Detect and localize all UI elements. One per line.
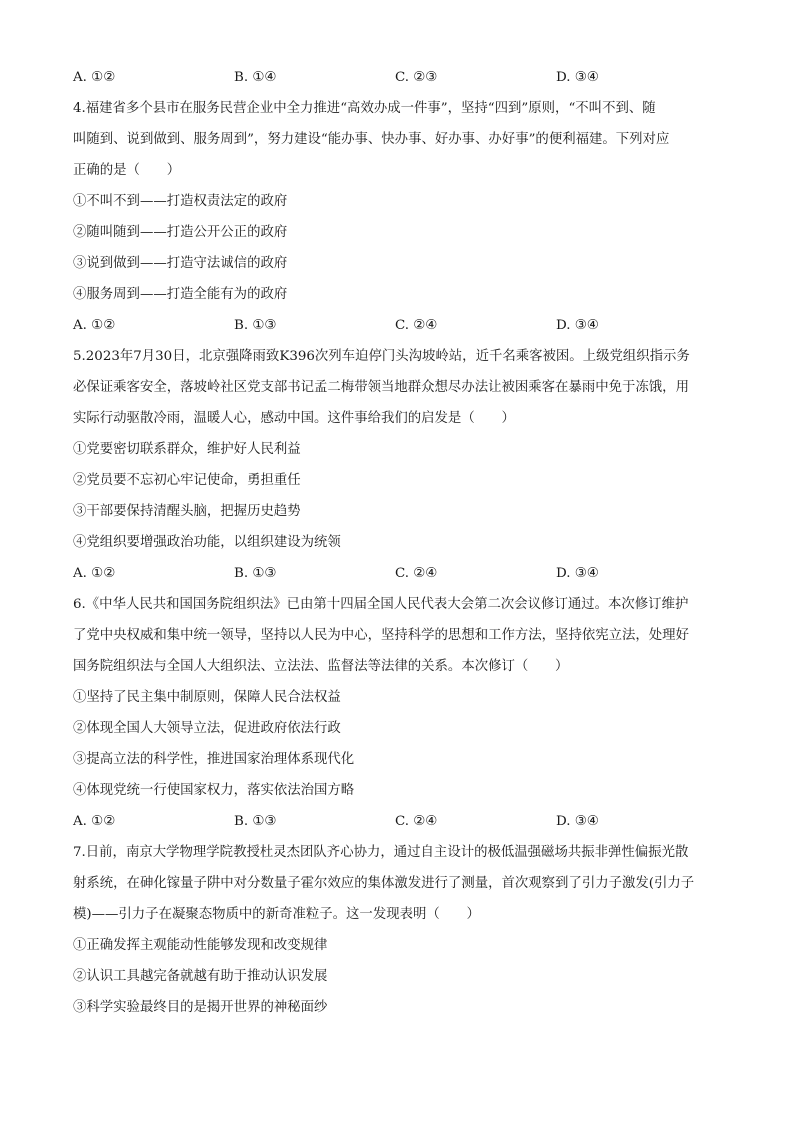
question-stem-text: 福建省多个县市在服务民营企业中全力推进“高效办成一件事”，坚持“四到”原则，“不叫不到、随 bbox=[85, 101, 656, 116]
statement-item: ③说到做到——打造守法诚信的政府 bbox=[73, 256, 288, 271]
option-a: A. ①② bbox=[73, 70, 116, 85]
question-stem-line bbox=[73, 620, 723, 651]
options-row bbox=[73, 310, 723, 341]
option-b: B. ①③ bbox=[234, 566, 277, 581]
statement-item: ①党要密切联系群众，维护好人民利益 bbox=[73, 442, 301, 457]
option-a: A. ①② bbox=[73, 318, 116, 333]
option-b: B. ①④ bbox=[234, 70, 277, 85]
question-stem-line bbox=[73, 403, 723, 434]
question-stem-line bbox=[73, 372, 723, 403]
question-stem-text: 国务院组织法与全国人大组织法、立法法、监督法等法律的关系。本次修订（ ） bbox=[73, 659, 569, 674]
option-d: D. ③④ bbox=[556, 70, 599, 85]
statement-item: ②体现全国人大领导立法，促进政府依法行政 bbox=[73, 721, 341, 736]
question-stem-text: 《中华人民共和国国务院组织法》已由第十四届全国人民代表大会第二次会议修订通过。本次修订维护 bbox=[85, 597, 689, 612]
statement-item: ②认识工具越完备就越有助于推动认识发展 bbox=[73, 969, 328, 984]
question-stem-line bbox=[73, 93, 723, 124]
option-d: D. ③④ bbox=[556, 318, 599, 333]
option-a: A. ①② bbox=[73, 814, 116, 829]
option-c: C. ②④ bbox=[395, 566, 438, 581]
question-stem-line bbox=[73, 124, 723, 155]
question-stem-text: 射系统，在砷化镓量子阱中对分数量子霍尔效应的集体激发进行了测量，首次观察到了引力子激发(引力子 bbox=[73, 876, 695, 891]
statement-item: ④服务周到——打造全能有为的政府 bbox=[73, 287, 288, 302]
statement-item: ④党组织要增强政治功能，以组织建设为统领 bbox=[73, 535, 341, 550]
options-row bbox=[73, 558, 723, 589]
statement-item: ④体现党统一行使国家权力，落实依法治国方略 bbox=[73, 783, 355, 798]
statement-item: ③提高立法的科学性，推进国家治理体系现代化 bbox=[73, 752, 355, 767]
statement-item: ①不叫不到——打造权责法定的政府 bbox=[73, 194, 288, 209]
statement-item: ③干部要保持清醒头脑，把握历史趋势 bbox=[73, 504, 301, 519]
question-stem-text: 模)——引力子在凝聚态物质中的新奇准粒子。这一发现表明（ ） bbox=[73, 907, 480, 922]
statement-item: ①坚持了民主集中制原则，保障人民合法权益 bbox=[73, 690, 341, 705]
question-7 bbox=[73, 837, 723, 1023]
question-number: 5. bbox=[73, 349, 86, 364]
option-c: C. ②③ bbox=[395, 70, 438, 85]
question-4 bbox=[73, 93, 723, 341]
options-row bbox=[73, 806, 723, 837]
question-stem-line bbox=[73, 651, 723, 682]
option-b: B. ①③ bbox=[234, 814, 277, 829]
question-stem-line bbox=[73, 837, 723, 868]
statement-item: ②随叫随到——打造公开公正的政府 bbox=[73, 225, 288, 240]
question-stem-text: 正确的是（ ） bbox=[73, 163, 181, 178]
statement-item: ③科学实验最终目的是揭开世界的神秘面纱 bbox=[73, 1000, 328, 1015]
options-row-q3 bbox=[73, 62, 723, 93]
question-stem-line bbox=[73, 589, 723, 620]
question-number: 7. bbox=[73, 845, 86, 860]
question-number: 4. bbox=[73, 101, 86, 116]
question-stem-text: 日前，南京大学物理学院教授杜灵杰团队齐心协力，通过自主设计的极低温强磁场共振非弹性偏振光散 bbox=[85, 845, 689, 860]
option-c: C. ②④ bbox=[395, 814, 438, 829]
question-stem-line bbox=[73, 155, 723, 186]
statement-item: ②党员要不忘初心牢记使命，勇担重任 bbox=[73, 473, 301, 488]
question-stem-line bbox=[73, 899, 723, 930]
option-d: D. ③④ bbox=[556, 814, 599, 829]
option-b: B. ①③ bbox=[234, 318, 277, 333]
question-list bbox=[73, 93, 723, 1023]
exam-content bbox=[73, 62, 723, 1023]
statement-item: ①正确发挥主观能动性能够发现和改变规律 bbox=[73, 938, 328, 953]
question-stem-text: 实际行动驱散冷雨，温暖人心，感动中国。这件事给我们的启发是（ ） bbox=[73, 411, 515, 426]
option-a: A. ①② bbox=[73, 566, 116, 581]
question-5 bbox=[73, 341, 723, 589]
question-number: 6. bbox=[73, 597, 86, 612]
option-c: C. ②④ bbox=[395, 318, 438, 333]
question-stem-text: 必保证乘客安全，落坡岭社区党支部书记孟二梅带领当地群众想尽办法让被困乘客在暴雨中免于冻饿，用 bbox=[73, 380, 689, 395]
question-stem-line bbox=[73, 868, 723, 899]
question-stem-text: 了党中央权威和集中统一领导，坚持以人民为中心，坚持科学的思想和工作方法，坚持依宪立法，处理好 bbox=[73, 628, 689, 643]
question-stem-line bbox=[73, 341, 723, 372]
question-stem-text: 2023年7月30日，北京强降雨致K396次列车迫停门头沟坡岭站，近千名乘客被困。上级党组织指示务 bbox=[85, 349, 690, 364]
question-6 bbox=[73, 589, 723, 837]
question-stem-text: 叫随到、说到做到、服务周到”，努力建设“能办事、快办事、好办事、办好事”的便利福建。下列对应 bbox=[73, 132, 670, 147]
option-d: D. ③④ bbox=[556, 566, 599, 581]
